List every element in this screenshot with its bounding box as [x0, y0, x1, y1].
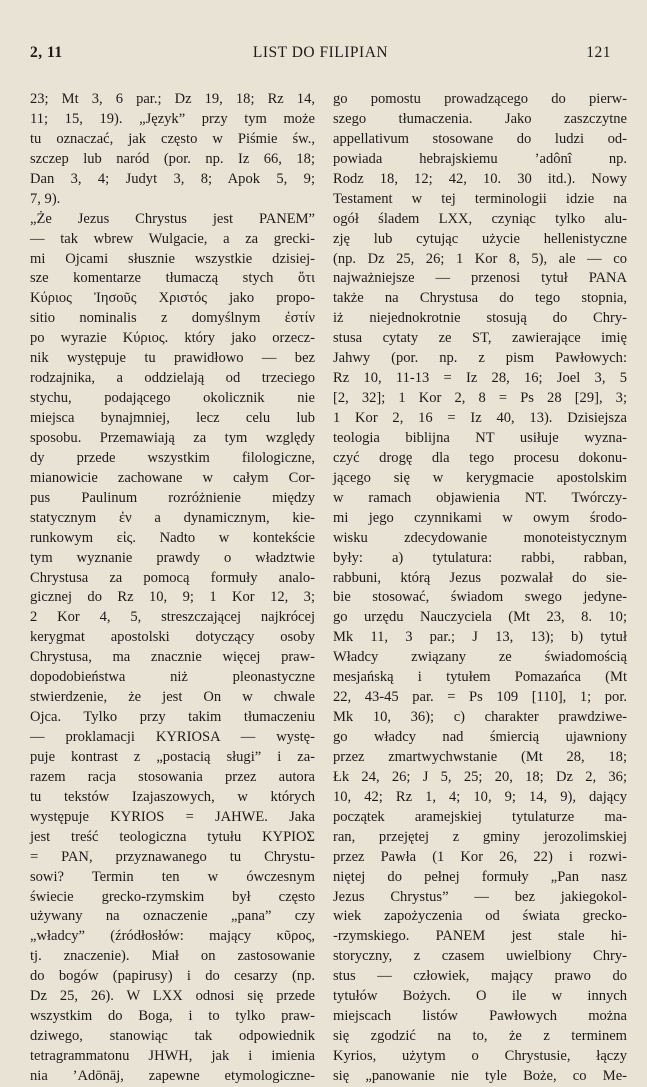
text-line: Mk 11, 3 par.; J 13, 13); b) tytuł	[333, 629, 627, 646]
text-line: 2 Kor 4, 5, streszczającej najkrócej	[30, 609, 315, 626]
text-line: „Że Jezus Chrystus jest PANEM”	[30, 210, 315, 227]
text-line: jącego się w kerygmacie apostolskim	[333, 469, 627, 486]
text-line: Dz 25, 26). W LXX odnosi się przede	[30, 988, 315, 1005]
text-line: nia ’Adōnāj, zapewne etymologiczne-	[30, 1067, 315, 1084]
text-line: Chrystusa, ma znacznie więcej praw-	[30, 649, 315, 666]
text-line: Dan 3, 4; Judyt 3, 8; Apok 5, 9;	[30, 170, 315, 187]
text-line: szczep lub naród (por. np. Iz 66, 18;	[30, 150, 315, 167]
text-line: sowi? Termin ten w ówczesnym	[30, 868, 315, 885]
text-line: się „panowanie nie tyle Boże, co Me-	[333, 1067, 627, 1084]
text-line: wiek zapożyczenia od świata grecko-	[333, 908, 627, 925]
text-line: nik występuje tu prawidłowo — bez	[30, 350, 315, 367]
text-line: najważniejsze — przenosi tytuł PANA	[333, 270, 627, 287]
text-line: sze komentarze tłumaczą stych ὅτι	[30, 270, 315, 287]
text-line: dy przede wszystkim filologiczne,	[30, 449, 315, 466]
text-line: mi jego czynnikami w owym środo-	[333, 509, 627, 526]
text-line: występuje KYRIOS = JAHWE. Jaka	[30, 808, 315, 825]
text-line: tu tekstów Izajaszowych, w których	[30, 788, 315, 805]
text-line: przez zmartwychwstanie (Mt 28, 18;	[333, 748, 627, 765]
text-line: tu oznaczać, jak często w Piśmie św.,	[30, 130, 315, 147]
text-line: statycznym ἐν a dynamicznym, kie-	[30, 509, 315, 526]
text-line: [2, 32]; 1 Kor 2, 8 = Ps 28 [29], 3;	[333, 390, 627, 407]
text-line: sposobu. Przemawiają za tym względy	[30, 429, 315, 446]
text-line: sitio nominalis z domyślnym ἐστίν	[30, 310, 315, 327]
text-line: kerygmat apostolski dotyczący osoby	[30, 629, 315, 646]
text-line: także na Chrystusa do tego stopnia,	[333, 290, 627, 307]
text-line: miejsca bynajmniej, lecz celu lub	[30, 410, 315, 426]
text-line: Rz 10, 11-13 = Iz 28, 16; Joel 3, 5	[333, 370, 627, 387]
text-line: stychu, podającego okolicznik nie	[30, 390, 315, 407]
text-line: Testament w tej terminologii idzie na	[333, 190, 627, 207]
text-line: ran, przejętej z gminy jerozolimskiej	[333, 828, 627, 845]
text-line: 11; 15, 19). „Język” przy tym może	[30, 110, 315, 127]
text-line: go władcy nad śmiercią ujawniony	[333, 729, 627, 745]
text-line: niętej do pełnej formuły „Pan nasz	[333, 868, 627, 885]
text-line: tym wyznanie prawdy o władztwie	[30, 549, 315, 566]
text-line: rodzajnika, a oddzielają od trzeciego	[30, 370, 315, 387]
text-line: storyczny, z czasem uwielbiony Chry-	[333, 948, 627, 965]
text-line: mianowicie zachowane w całym Cor-	[30, 469, 315, 486]
text-line: -rzymskiego. PANEM jest stale hi-	[333, 928, 627, 945]
text-line: stus — człowiek, mający prawo do	[333, 968, 627, 985]
text-line: pus Paulinum rozróżnienie między	[30, 489, 315, 506]
text-line: = PAN, przyznawanego tu Chrystu-	[30, 848, 315, 865]
text-line: razem racja stosowania przez autora	[30, 768, 315, 785]
text-line: Ojca. Tylko przy takim tłumaczeniu	[30, 709, 315, 726]
text-line: początek aramejskiej tytulaturze ma-	[333, 808, 627, 825]
text-line: świecie grecko-rzymskim był często	[30, 888, 315, 905]
text-line: teologia biblijna NT usiłuje wyzna-	[333, 429, 627, 446]
text-line: bie stosować, świadom swego jedyne-	[333, 589, 627, 606]
text-line: go pomostu prowadzącego do pierw-	[333, 91, 627, 107]
text-line: miejscach listów Pawłowych można	[333, 1008, 627, 1025]
text-line: ogół śladem LXX, czyniąc tylko alu-	[333, 210, 627, 227]
text-line: 10, 42; Rz 1, 4; 10, 9; 14, 9), dający	[333, 788, 627, 805]
text-line: były: a) tytulatura: rabbi, rabban,	[333, 549, 627, 566]
text-line: 7, 9).	[30, 190, 61, 207]
text-line: Mk 10, 36); c) charakter prawdziwe-	[333, 709, 627, 726]
text-line: stwierdzenie, że jest On w chwale	[30, 689, 315, 706]
text-line: Łk 24, 26; J 5, 25; 20, 18; Dz 2, 36;	[333, 768, 627, 785]
text-line: puje kontrast z „postacią sługi” i za-	[30, 748, 315, 765]
text-line: używany na oznaczenie „pana” czy	[30, 908, 315, 925]
chapter-verse-ref: 2, 11	[30, 44, 63, 61]
text-line: powiada hebrajskiemu ’adônî np.	[333, 150, 627, 167]
right-text-column	[333, 90, 627, 1087]
text-line: tetragrammatonu JHWH, jak i imienia	[30, 1048, 315, 1064]
text-line: gicznej do Rz 10, 9; 1 Kor 12, 3;	[30, 589, 315, 606]
text-line: 1 Kor 2, 16 = Iz 40, 13). Dzisiejsza	[333, 410, 627, 426]
text-line: wszystkim do Boga, i to tylko praw-	[30, 1008, 315, 1025]
text-line: „władcy” (źródłosłów: mający κῦρος,	[30, 928, 315, 945]
text-line: mi Ojcami słusznie wszystkie dzisiej-	[30, 250, 315, 267]
text-line: Kyrios, użytym o Chrystusie, łączy	[333, 1048, 627, 1064]
text-line: — tak wbrew Wulgacie, a za grecki-	[30, 230, 315, 247]
text-line: Jahwy (por. np. z pism Pawłowych:	[333, 350, 627, 367]
text-line: zję lub cytując użycie hellenistyczne	[333, 230, 627, 247]
text-line: Jezus Chrystus” — bez jakiegokol-	[333, 888, 627, 905]
text-line: tj. znaczenie). Miał on zastosowanie	[30, 948, 315, 965]
text-line: dopodobieństwa niż pleonastyczne	[30, 669, 315, 686]
text-line: 23; Mt 3, 6 par.; Dz 19, 18; Rz 14,	[30, 91, 315, 107]
text-line: tytułów Bożych. O ile w innych	[333, 988, 627, 1005]
text-line: go urzędu Nauczyciela (Mt 23, 8. 10;	[333, 609, 627, 626]
text-line: Κύριος Ἰησοῦς Χριστός jako propo-	[30, 290, 315, 307]
running-title: LIST DO FILIPIAN	[252, 44, 389, 61]
text-line: — proklamacji KYRIOSA — wystę-	[30, 729, 315, 745]
page-number: 121	[586, 44, 611, 61]
text-line: przez Pawła (1 Kor 26, 22) i rozwi-	[333, 848, 627, 865]
text-line: czyć drogę dla tego procesu dokonu-	[333, 449, 627, 466]
text-line: w ramach objawienia NT. Twórczy-	[333, 489, 627, 506]
text-line: (np. Dz 25, 26; 1 Kor 8, 5), ale — co	[333, 250, 627, 267]
left-text-column	[30, 90, 315, 1087]
text-line: szego tłumaczenia. Jako zaszczytne	[333, 110, 627, 127]
text-line: stusa cytaty ze ST, zawierające imię	[333, 330, 627, 347]
text-line: iż niejednokrotnie stosują do Chry-	[333, 310, 627, 327]
text-line: Władcy związany ze świadomością	[333, 649, 627, 666]
text-line: Rodz 18, 12; 42, 10. 30 itd.). Nowy	[333, 170, 627, 187]
text-line: po wyrazie Κύριος. który jako orzecz-	[30, 330, 315, 347]
running-header	[30, 44, 611, 68]
text-line: dziwego, stanowiąc tak odpowiednik	[30, 1028, 315, 1045]
text-line: runkowym εἰς. Nadto w kontekście	[30, 529, 315, 546]
text-line: mesjańską i tytułem Pomazańca (Mt	[333, 669, 627, 686]
text-line: się zgodzić na to, że z terminem	[333, 1028, 627, 1045]
text-line: Chrystusa za pomocą formuły analo-	[30, 569, 315, 586]
text-line: do bogów (papirusy) i do cesarzy (np.	[30, 968, 315, 985]
text-line: wisku zdecydowanie monoteistycznym	[333, 529, 627, 546]
text-line: appellativum stosowane do ludzi od-	[333, 130, 627, 147]
text-line: 22, 43-45 par. = Ps 109 [110], 1; por.	[333, 689, 627, 706]
text-line: rabbuni, którą Jezus pozwalał do sie-	[333, 569, 627, 586]
text-line: jest treść teologiczna tytułu ΚΥΡΙΟΣ	[30, 828, 315, 845]
